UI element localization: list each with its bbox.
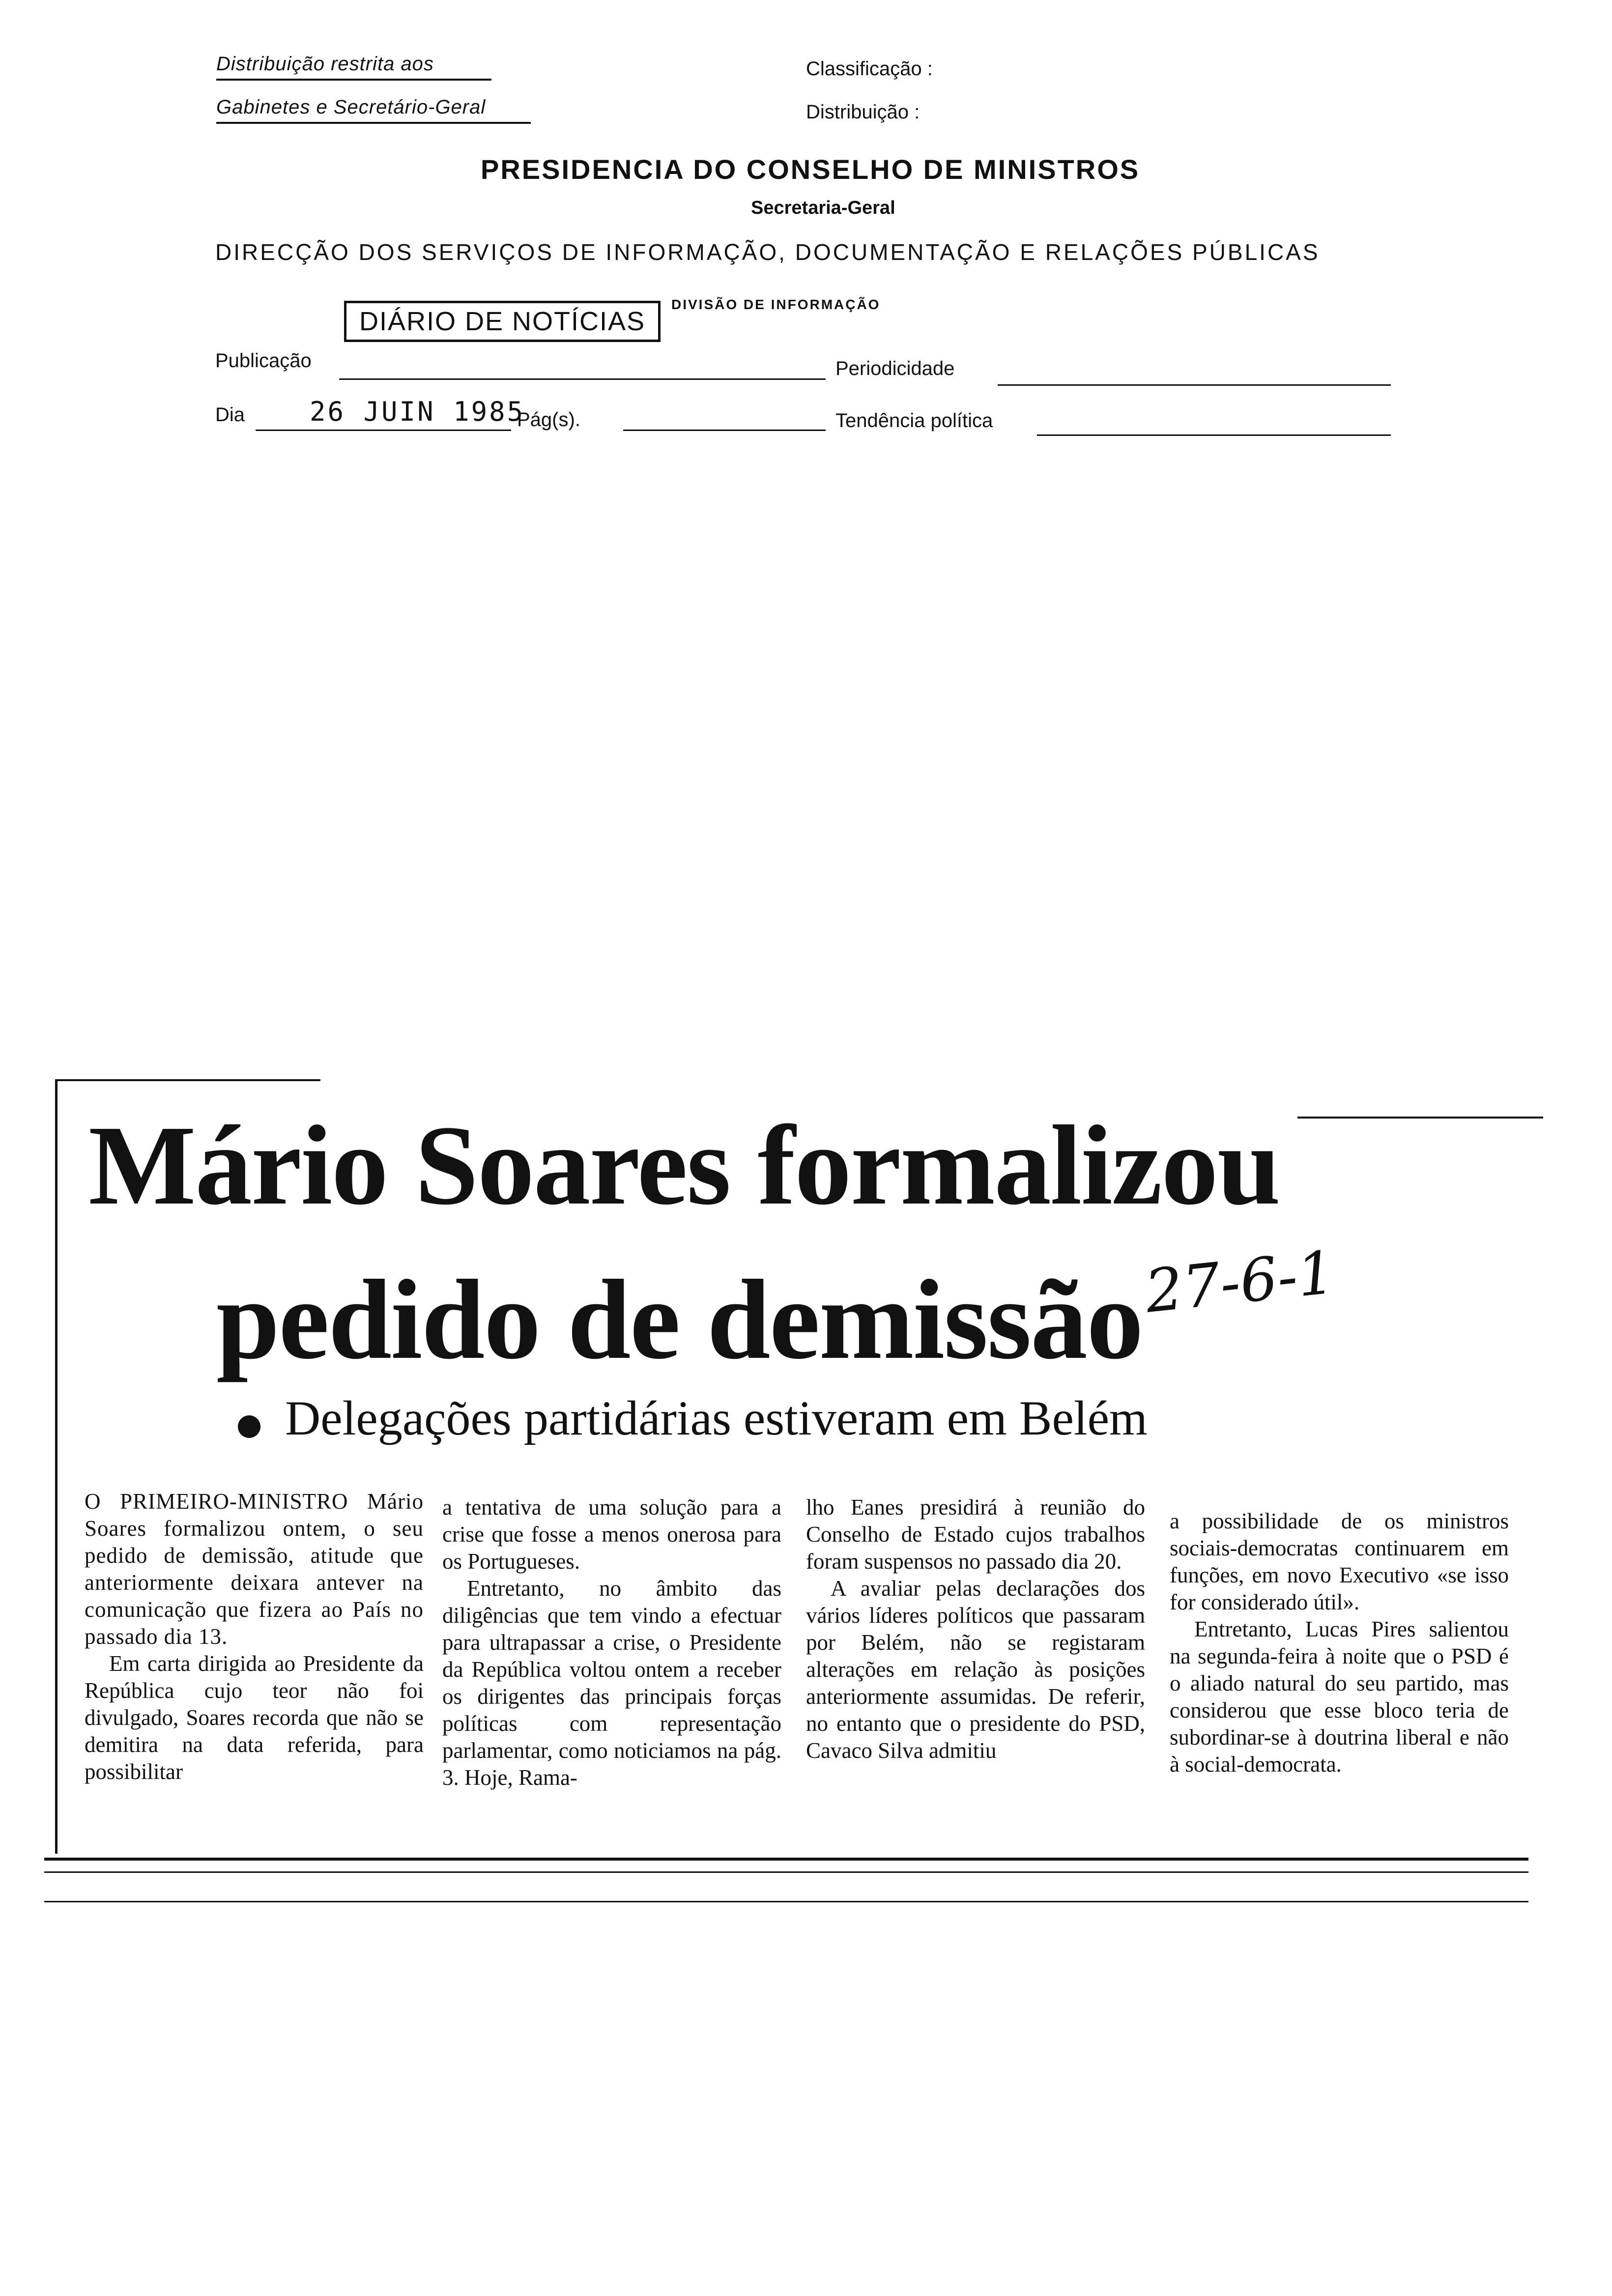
clipping-top-rule-right [1297, 1117, 1543, 1119]
clipping-left-border [55, 1079, 58, 1854]
org-title: PRESIDENCIA DO CONSELHO DE MINISTROS [481, 154, 1140, 185]
col3-paragraph-1: lho Eanes presidirá à reunião do Conselho de Estado cujos trabalhos foram suspensos no passado dia 20. [806, 1495, 1145, 1574]
distribuicao-label: Distribuição : [806, 101, 920, 123]
clipping-top-rule-left [55, 1079, 320, 1081]
article-column-1 [85, 1488, 424, 1785]
handwritten-date-note: 27-6-1 [1142, 1238, 1338, 1326]
restriction-note-line2: Gabinetes e Secretário-Geral [216, 96, 486, 118]
periodicidade-label: Periodicidade [835, 358, 955, 379]
date-stamp: 26 JUIN 1985 [310, 396, 525, 427]
col1-paragraph-2: Em carta dirigida ao Presidente da República cujo teor não foi divulgado, Soares recorda que não se demitira na data referida, para possibilitar [85, 1651, 424, 1784]
tendencia-label: Tendência política [835, 410, 993, 431]
publication-stamp: DIÁRIO DE NOTÍCIAS [344, 301, 661, 342]
publicacao-label: Publicação [215, 350, 312, 372]
clipping-bottom-rule-1 [44, 1858, 1528, 1861]
pag-label: Pág(s). [517, 409, 580, 430]
col3-paragraph-2: A avaliar pelas declarações dos vários líderes políticos que passaram por Belém, não se registaram alterações em relação às posições anteriormente assumidas. De referir, no entanto que o presidente do PSD, Cavaco Silva admitiu [806, 1576, 1145, 1763]
tendencia-field-line [1037, 434, 1391, 436]
col2-paragraph-2: Entretanto, no âmbito das diligências que tem vindo a efectuar para ultrapassar a crise, o Presidente da República voltou ontem a receber os dirigentes das principais forças políticas com representação parlamentar, como noticiamos na pág. 3. Hoje, Rama- [442, 1576, 781, 1790]
periodicidade-field-line [998, 384, 1391, 386]
directorate-line: DIRECÇÃO DOS SERVIÇOS DE INFORMAÇÃO, DOCUMENTAÇÃO E RELAÇÕES PÚBLICAS [215, 239, 1320, 265]
classificacao-label: Classificação : [806, 58, 933, 80]
headline-line1: Mário Soares formalizou [88, 1102, 1280, 1229]
article-column-3 [806, 1494, 1145, 1764]
deck-bullet-icon [238, 1415, 260, 1438]
col1-paragraph-1: O PRIMEIRO-MINISTRO Mário Soares formalizou ontem, o seu pedido de demissão, atitude que anteriormente deixara antever na comunicação que fizera ao País no passado dia 13. [85, 1489, 424, 1649]
clipping-bottom-rule-2 [44, 1871, 1528, 1873]
article-column-2 [442, 1494, 781, 1791]
headline-line2: pedido de demissão [216, 1257, 1143, 1383]
col2-paragraph-1: a tentativa de uma solução para a crise que fosse a menos onerosa para os Portugueses. [442, 1495, 781, 1574]
org-subtitle: Secretaria-Geral [751, 198, 895, 218]
division-label: DIVISÃO DE INFORMAÇÃO [671, 297, 881, 312]
deck-subheadline: Delegações partidárias estiveram em Belém [285, 1391, 1148, 1445]
col4-paragraph-2: Entretanto, Lucas Pires salientou na segunda-feira à noite que o PSD é o aliado natural do seu partido, mas considerou que esse bloco teria de subordinar-se à doutrina liberal e não à social-democrata. [1170, 1617, 1509, 1777]
restriction-underline-1 [216, 79, 491, 81]
clipping-bottom-rule-3 [44, 1901, 1528, 1902]
publicacao-field-line [339, 378, 826, 380]
dia-label: Dia [215, 404, 245, 426]
col4-paragraph-1: a possibilidade de os ministros sociais-democratas continuarem em funções, em novo Executivo «se isso for considerado útil». [1170, 1509, 1509, 1614]
dia-field-line [256, 430, 511, 431]
restriction-underline-2 [216, 122, 531, 124]
article-column-4 [1170, 1508, 1509, 1778]
pag-field-line [623, 430, 826, 431]
restriction-note-line1: Distribuição restrita aos [216, 53, 434, 75]
